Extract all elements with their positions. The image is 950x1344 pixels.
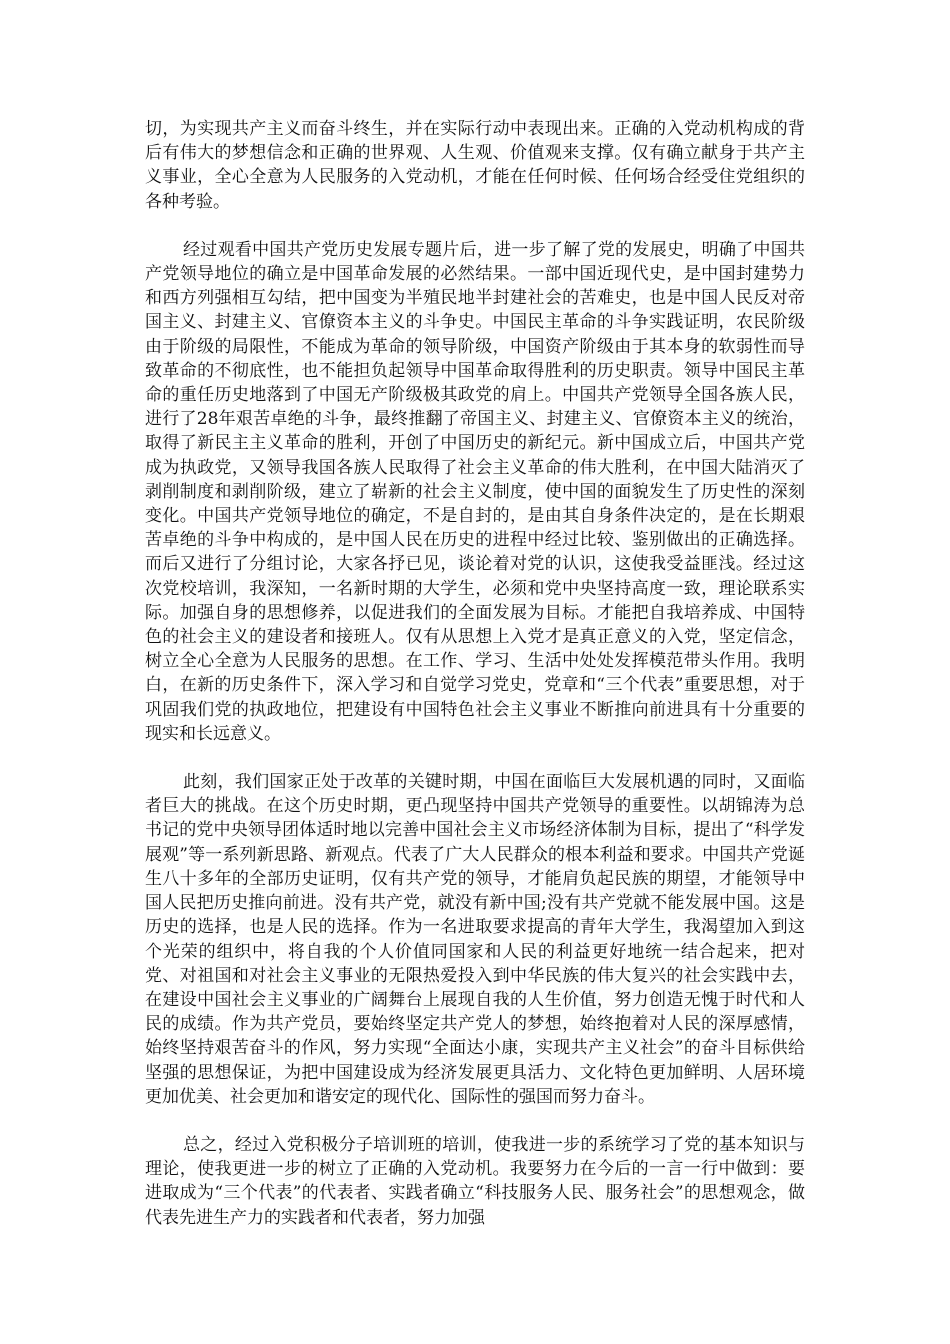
paragraph-continuation: 切，为实现共产主义而奋斗终生，并在实际行动中表现出来。正确的入党动机构成的背后有伟大的梦想信念和正确的世界观、人生观、价值观来支撑。仅有确立献身于共产主义事业，全心全意为人民服务的入党动机，才能在任何时候、任何场合经受住党组织的各种考验。 bbox=[145, 119, 805, 212]
document-page bbox=[145, 117, 805, 1254]
paragraph-summary: 总之，经过入党积极分子培训班的培训，使我进一步的系统学习了党的基本知识与理论，使我更进一步的树立了正确的入党动机。我要努力在今后的一言一行中做到：要进取成为“三个代表”的代表者、实践者确立“科技服务人民、服务社会”的思想观念，做代表先进生产力的实践者和代表者，努力加强 bbox=[145, 1134, 805, 1228]
paragraph-reform-period: 此刻，我们国家正处于改革的关键时期，中国在面临巨大发展机遇的同时，又面临者巨大的挑战。在这个历史时期，更凸现坚持中国共产党领导的重要性。以胡锦涛为总书记的党中央领导团体适时地以完善中国社会主义市场经济体制为目标，提出了“科学发展观”等一系列新思路、新观点。代表了广大人民群众的根本利益和要求。中国共产党诞生八十多年的全部历史证明，仅有共产党的领导，才能肩负起民族的期望，才能领导中国人民把历史推向前进。没有共产党，就没有新中国;没有共产党就不能发展中国。这是历史的选择，也是人民的选择。作为一名进取要求提高的青年大学生，我渴望加入到这个光荣的组织中，将自我的个人价值同国家和人民的利益更好地统一结合起来，把对党、对祖国和对社会主义事业的无限热爱投入到中华民族的伟大复兴的社会实践中去，在建设中国社会主义事业的广阔舞台上展现自我的人生价值，努力创造无愧于时代和人民的成绩。作为共产党员，要始终坚定共产党人的梦想，始终抱着对人民的深厚感情，始终坚持艰苦奋斗的作风，努力实现“全面达小康，实现共产主义社会”的奋斗目标供给坚强的思想保证，为把中国建设成为经济发展更具活力、文化特色更加鲜明、人居环境更加优美、社会更加和谐安定的现代化、国际性的强国而努力奋斗。 bbox=[145, 772, 805, 1107]
paragraph-party-history: 经过观看中国共产党历史发展专题片后，进一步了解了党的发展史，明确了中国共产党领导地位的确立是中国革命发展的必然结果。一部中国近现代史，是中国封建势力和西方列强相互勾结，把中国变为半殖民地半封建社会的苦难史，也是中国人民反对帝国主义、封建主义、官僚资本主义的斗争史。中国民主革命的斗争实践证明，农民阶级由于阶级的局限性，不能成为革命的领导阶级，中国资产阶级由于其本身的软弱性而导致革命的不彻底性，也不能担负起领导中国革命取得胜利的历史职责。领导中国民主革命的重任历史地落到了中国无产阶级极其政党的肩上。中国共产党领导全国各族人民，进行了28年艰苦卓绝的斗争，最终推翻了帝国主义、封建主义、官僚资本主义的统治，取得了新民主主义革命的胜利，开创了中国历史的新纪元。新中国成立后，中国共产党成为执政党，又领导我国各族人民取得了社会主义革命的伟大胜利，在中国大陆消灭了剥削制度和剥削阶级，建立了崭新的社会主义制度，使中国的面貌发生了历史性的深刻变化。中国共产党领导地位的确定，不是自封的，是由其自身条件决定的，是在长期艰苦卓绝的斗争中构成的，是中国人民在历史的进程中经过比较、鉴别做出的正确选择。而后又进行了分组讨论，大家各抒已见，谈论着对党的认识，这使我受益匪浅。经过这次党校培训，我深知，一名新时期的大学生，必须和党中央坚持高度一致，理论联系实际。加强自身的思想修养，以促进我们的全面发展为目标。才能把自我培养成、中国特色的社会主义的建设者和接班人。仅有从思想上入党才是真正意义的入党，坚定信念，树立全心全意为人民服务的思想。在工作、学习、生活中处处发挥模范带头作用。我明白，在新的历史条件下，深入学习和自觉学习党史，党章和“三个代表”重要思想，对于巩固我们党的执政地位，把建设有中国特色社会主义事业不断推向前进具有十分重要的现实和长远意义。 bbox=[145, 239, 805, 744]
